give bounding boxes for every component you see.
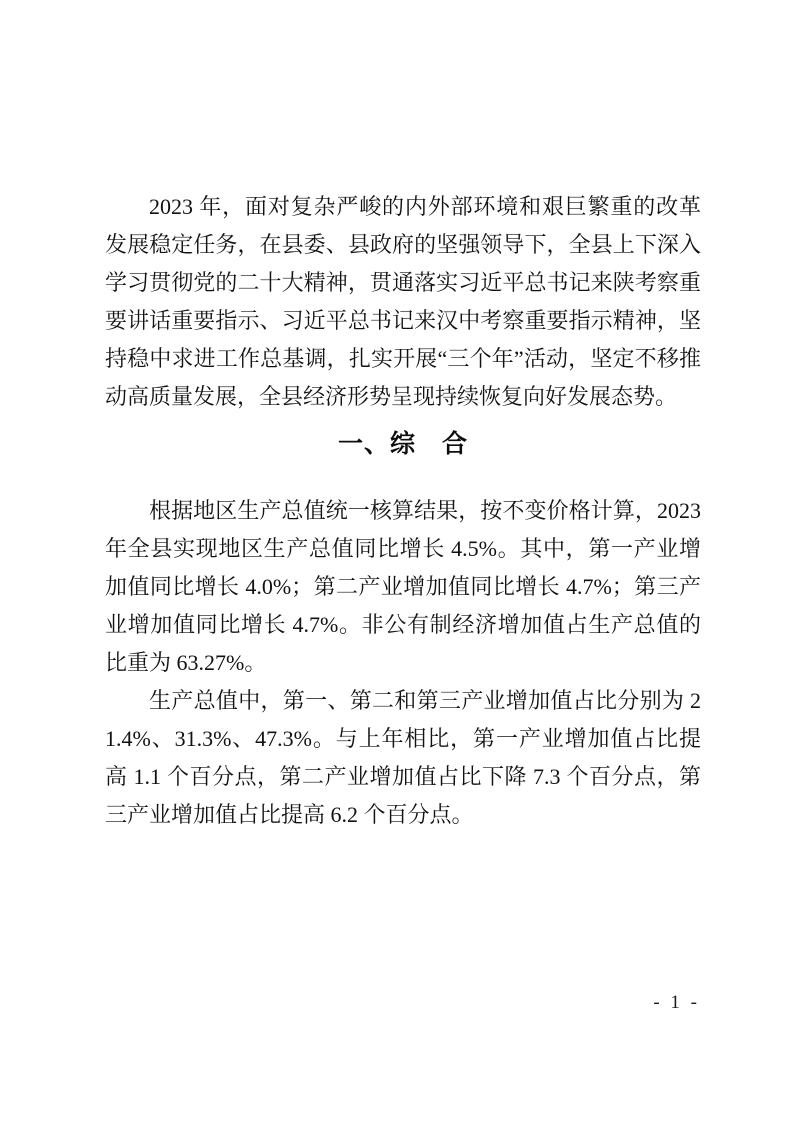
document-body xyxy=(105,188,701,834)
body-paragraph-industry-share: 生产总值中，第一、第二和第三产业增加值占比分别为 21.4%、31.3%、47.3%。与上年相比，第一产业增加值占比提高 1.1 个百分点，第二产业增加值占比下降 7.3 个百分点，第三产业增加值占比提高 6.2 个百分点。 xyxy=(105,688,701,827)
body-paragraph-gdp-growth: 根据地区生产总值统一核算结果，按不变价格计算，2023 年全县实现地区生产总值同比增长 4.5%。其中，第一产业增加值同比增长 4.0%；第二产业增加值同比增长 4.7%；第三产业增加值同比增长 4.7%。非公有制经济增加值占生产总值的比重为 63.27%。 xyxy=(105,498,701,675)
section-heading: 一、综 合 xyxy=(337,430,468,458)
page-number: - 1 - xyxy=(653,992,700,1013)
intro-paragraph: 2023 年，面对复杂严峻的内外部环境和艰巨繁重的改革发展稳定任务，在县委、县政府的坚强领导下，全县上下深入学习贯彻党的二十大精神，贯通落实习近平总书记来陕考察重要讲话重要指示、习近平总书记来汉中考察重要指示精神，坚持稳中求进工作总基调，扎实开展“三个年”活动，坚定不移推动高质量发展，全县经济形势呈现持续恢复向好发展态势。 xyxy=(105,194,701,409)
